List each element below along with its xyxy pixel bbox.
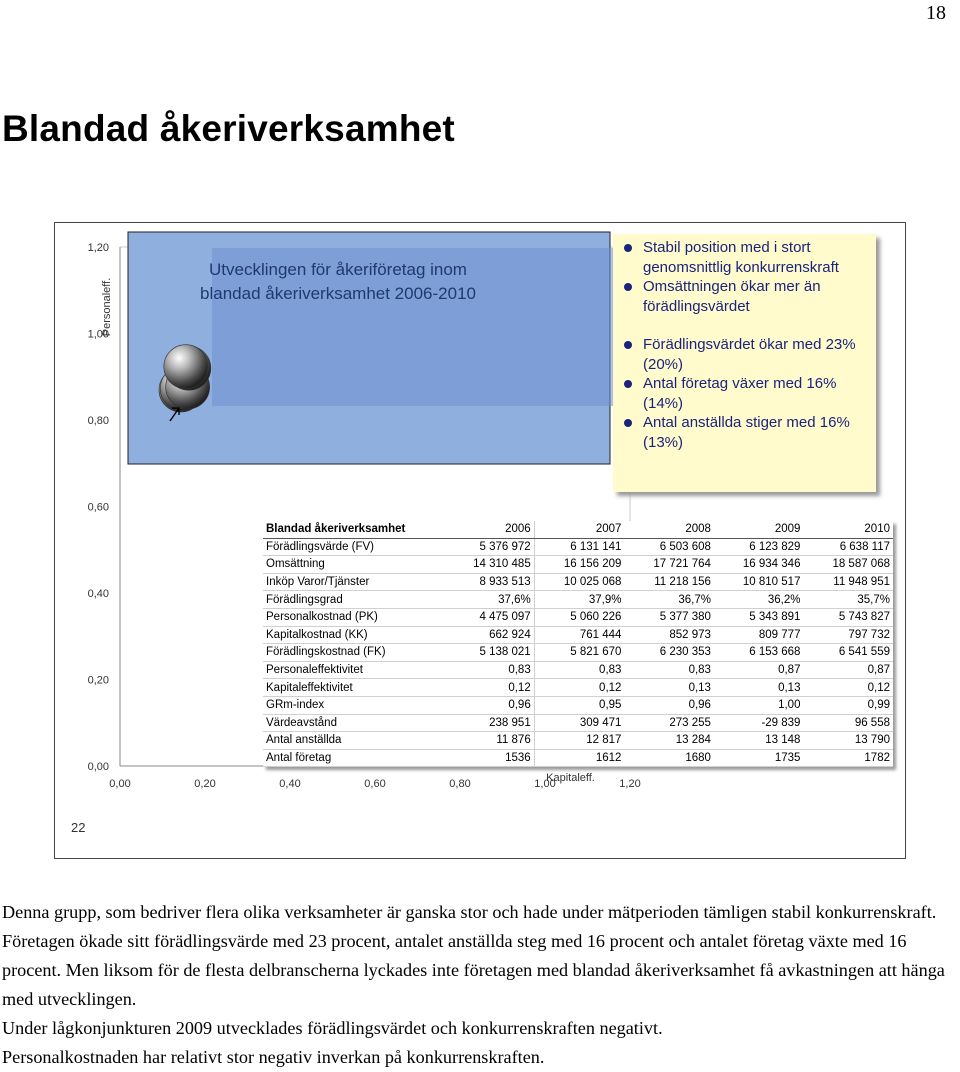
table-cell: 96 558 <box>803 714 893 732</box>
table-row <box>263 573 893 591</box>
table-row <box>263 679 893 697</box>
table-row <box>263 626 893 644</box>
table-cell: 0,83 <box>444 661 534 679</box>
year-header: 2008 <box>624 521 714 538</box>
table-cell: 0,83 <box>624 661 714 679</box>
table-cell: 797 732 <box>803 626 893 644</box>
data-table <box>263 521 893 767</box>
body-text <box>2 898 952 1072</box>
page-number: 18 <box>926 2 946 24</box>
table-cell: 37,6% <box>444 591 534 609</box>
page-heading: Blandad åkeriverksamhet <box>2 108 455 149</box>
table-cell: 36,7% <box>624 591 714 609</box>
row-label: Antal företag <box>263 749 444 767</box>
table-cell: 6 131 141 <box>534 538 624 556</box>
table-cell: 6 153 668 <box>714 644 804 662</box>
table-cell: 273 255 <box>624 714 714 732</box>
table-cell: 8 933 513 <box>444 573 534 591</box>
chart-title-line-2: blandad åkeriverksamhet 2006-2010 <box>200 284 476 303</box>
row-label: Antal anställda <box>263 732 444 750</box>
table-cell: 6 503 608 <box>624 538 714 556</box>
table-cell: 5 821 670 <box>534 644 624 662</box>
y-tick-label: 0,20 <box>87 674 109 687</box>
body-paragraph: Under lågkonjunkturen 2009 utvecklades förädlingsvärdet och konkurrenskraften negativt. <box>2 1018 663 1038</box>
table-cell: 1680 <box>624 749 714 767</box>
x-axis-label: Kapitaleff. <box>546 772 595 784</box>
y-tick-label: 1,00 <box>87 328 109 341</box>
x-tick-label: 0,40 <box>279 778 301 790</box>
table-cell: 0,12 <box>444 679 534 697</box>
table-cell: 0,87 <box>714 661 804 679</box>
table-cell: -29 839 <box>714 714 804 732</box>
x-tick-label: 1,20 <box>619 778 641 790</box>
chart-title <box>193 258 483 306</box>
bullet-item: Förädlingsvärdet ökar med 23% (20%) <box>619 335 870 374</box>
x-tick-label: 0,60 <box>364 778 386 790</box>
table-cell: 1735 <box>714 749 804 767</box>
y-axis-label: Personaleff. <box>101 277 113 337</box>
table-cell: 852 973 <box>624 626 714 644</box>
table-cell: 0,96 <box>444 696 534 714</box>
bullet-item: Antal anställda stiger med 16% (13%) <box>619 413 870 452</box>
table-cell: 35,7% <box>803 591 893 609</box>
y-tick-label: 0,40 <box>87 588 109 600</box>
table-cell: 309 471 <box>534 714 624 732</box>
table-cell: 0,95 <box>534 696 624 714</box>
bullet-box <box>613 234 876 492</box>
table-cell: 1612 <box>534 749 624 767</box>
table-cell: 0,12 <box>803 679 893 697</box>
bullet-item: Omsättningen ökar mer än förädlingsvärdet <box>619 277 870 316</box>
y-tick-label: 0,00 <box>87 761 109 773</box>
table-cell: 761 444 <box>534 626 624 644</box>
table-cell: 5 138 021 <box>444 644 534 662</box>
table-cell: 5 377 380 <box>624 608 714 626</box>
table-cell: 5 743 827 <box>803 608 893 626</box>
table-cell: 0,13 <box>624 679 714 697</box>
table-cell: 13 284 <box>624 732 714 750</box>
table-cell: 662 924 <box>444 626 534 644</box>
table-cell: 17 721 764 <box>624 556 714 574</box>
table-cell: 6 123 829 <box>714 538 804 556</box>
row-label: Kapitalkostnad (KK) <box>263 626 444 644</box>
x-tick-label: 0,00 <box>109 778 131 790</box>
table-cell: 1,00 <box>714 696 804 714</box>
table-cell: 16 934 346 <box>714 556 804 574</box>
table-cell: 6 638 117 <box>803 538 893 556</box>
table-row <box>263 696 893 714</box>
table-cell: 13 790 <box>803 732 893 750</box>
chart-title-line-1: Utvecklingen för åkeriföretag inom <box>209 260 467 279</box>
table-row <box>263 661 893 679</box>
row-label: Omsättning <box>263 556 444 574</box>
table-cell: 5 060 226 <box>534 608 624 626</box>
table-cell: 12 817 <box>534 732 624 750</box>
body-paragraph: Personalkostnaden har relativt stor negativ inverkan på konkurrenskraften. <box>2 1047 545 1067</box>
table-row <box>263 538 893 556</box>
table-cell: 0,12 <box>534 679 624 697</box>
table-cell: 0,96 <box>624 696 714 714</box>
table-cell: 6 541 559 <box>803 644 893 662</box>
table-cell: 6 230 353 <box>624 644 714 662</box>
row-label: Inköp Varor/Tjänster <box>263 573 444 591</box>
table-cell: 36,2% <box>714 591 804 609</box>
table-cell: 10 810 517 <box>714 573 804 591</box>
row-label: Personalkostnad (PK) <box>263 608 444 626</box>
table-cell: 37,9% <box>534 591 624 609</box>
table-row <box>263 714 893 732</box>
table-cell: 5 376 972 <box>444 538 534 556</box>
bullet-item: Stabil position med i stort genomsnittlig konkurrenskraft <box>619 238 870 277</box>
table-cell: 18 587 068 <box>803 556 893 574</box>
body-paragraph: Denna grupp, som bedriver flera olika verksamheter är ganska stor och hade under mätperioden tämligen stabil konkurrenskraft. Företagen ökade sitt förädlingsvärde med 23 procent, antalet anställda steg med 16 procent och antalet företag växte med 16 procent. Men liksom för de flesta delbranscherna lyckades inte företagen med blandad åkeriverksamhet få avkastningen att hänga med utvecklingen. <box>2 902 945 1009</box>
table-row <box>263 591 893 609</box>
table-cell: 13 148 <box>714 732 804 750</box>
slide-number: 22 <box>71 820 86 835</box>
table-cell: 16 156 209 <box>534 556 624 574</box>
table-cell: 238 951 <box>444 714 534 732</box>
year-header: 2007 <box>534 521 624 538</box>
row-label: Förädlingsvärde (FV) <box>263 538 444 556</box>
y-tick-label: 1,20 <box>87 242 109 254</box>
year-header: 2006 <box>444 521 534 538</box>
table-cell: 10 025 068 <box>534 573 624 591</box>
table-row <box>263 732 893 750</box>
row-label: Förädlingskostnad (FK) <box>263 644 444 662</box>
table-row <box>263 644 893 662</box>
table-cell: 1782 <box>803 749 893 767</box>
row-label: Förädlingsgrad <box>263 591 444 609</box>
table-row <box>263 749 893 767</box>
table-cell: 809 777 <box>714 626 804 644</box>
table-cell: 11 218 156 <box>624 573 714 591</box>
data-point <box>164 345 208 389</box>
row-label: Kapitaleffektivitet <box>263 679 444 697</box>
table-cell: 14 310 485 <box>444 556 534 574</box>
table-row <box>263 556 893 574</box>
table-cell: 11 876 <box>444 732 534 750</box>
table-corner-label: Blandad åkeriverksamhet <box>263 521 444 538</box>
table-cell: 5 343 891 <box>714 608 804 626</box>
table-cell: 0,83 <box>534 661 624 679</box>
table-cell: 4 475 097 <box>444 608 534 626</box>
x-tick-label: 0,80 <box>449 778 471 790</box>
row-label: GRm-index <box>263 696 444 714</box>
x-tick-label: 0,20 <box>194 778 216 790</box>
y-tick-label: 0,60 <box>87 501 109 514</box>
row-label: Värdeavstånd <box>263 714 444 732</box>
year-header: 2010 <box>803 521 893 538</box>
table-header-row <box>263 521 893 538</box>
table-cell: 0,99 <box>803 696 893 714</box>
table-cell: 0,87 <box>803 661 893 679</box>
year-header: 2009 <box>714 521 804 538</box>
table-cell: 11 948 951 <box>803 573 893 591</box>
table-cell: 0,13 <box>714 679 804 697</box>
table-cell: 1536 <box>444 749 534 767</box>
row-label: Personaleffektivitet <box>263 661 444 679</box>
x-tick-label: 1,00 <box>534 778 556 790</box>
y-tick-label: 0,80 <box>87 415 109 427</box>
table-row <box>263 608 893 626</box>
bullet-item: Antal företag växer med 16% (14%) <box>619 374 870 413</box>
